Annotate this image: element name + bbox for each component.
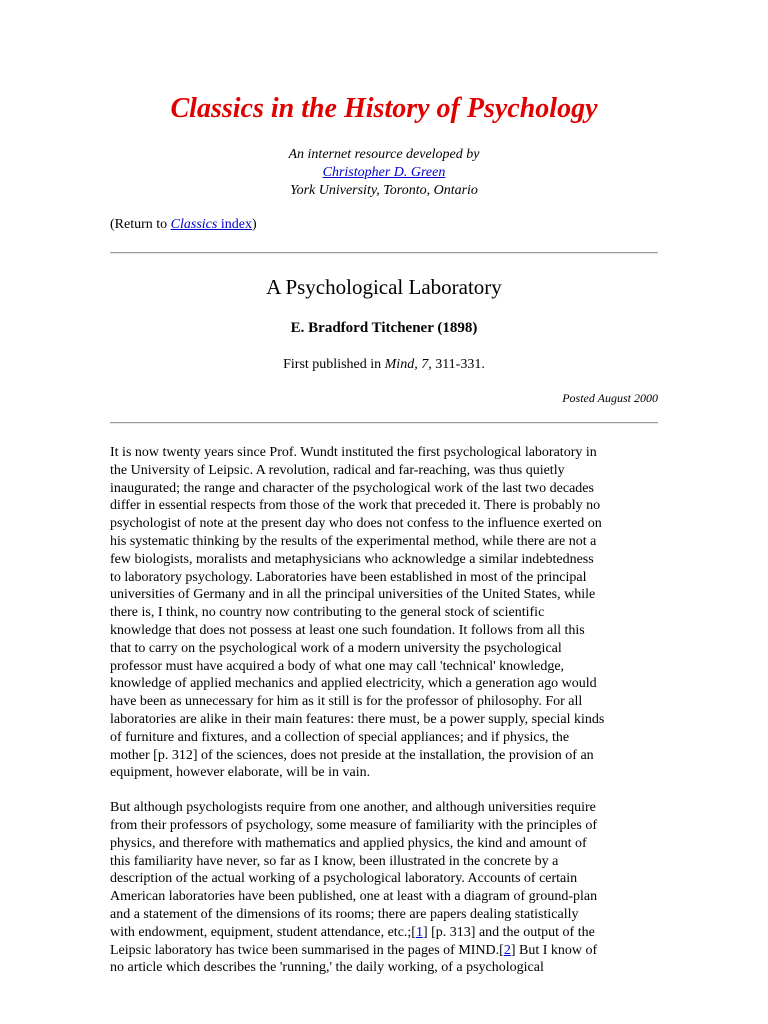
text-line: equipment, however elaborate, will be in vain. [110,765,371,781]
text-line: this familiarity have never, so far as I know, been illustrated in the concrete by a [110,853,559,869]
pub-journal: Mind, 7, [384,357,432,372]
text-line: But although psychologists require from one another, and although universities require [110,800,596,816]
text-fragment: ] [p. 313] and the output of the [422,924,595,940]
classics-index-link-italic: Classics [170,217,218,232]
text-fragment: with endowment, equipment, student attendance, etc.;[ [110,924,416,940]
text-line: there is, I think, no country now contributing to the general stock of scientific [110,605,545,621]
paragraph-2 [110,799,658,977]
text-line: of furniture and fixtures, and a collection of special appliances; and if physics, the [110,729,570,745]
text-line: psychologist of note at the present day who does not confess to the influence exerted on [110,516,602,532]
text-line: that to carry on the psychological work of a modern university the psychological [110,640,562,656]
text-line-with-ref [110,924,658,942]
credits-block [0,146,768,200]
classics-index-link-plain: index [217,217,252,232]
footnote-link-2[interactable]: 2 [503,942,511,958]
text-line-with-ref [110,942,658,960]
text-line: professor must have acquired a body of what one may call 'technical' knowledge, [110,658,565,674]
return-prefix: (Return to [110,217,171,232]
credit-line: An internet resource developed by [288,147,480,162]
return-suffix: ) [251,217,257,232]
text-line: few biologists, moralists and metaphysicians who acknowledge a similar indebtedness [110,551,594,567]
text-line: his systematic thinking by the results of the experimental method, while there are not a [110,533,597,549]
text-line: mother [p. 312] of the sciences, does not preside at the installation, the provision of an [110,747,594,763]
footnote-link-1[interactable]: 1 [415,924,423,940]
pub-prefix: First published in [283,357,385,372]
pub-pages: 311-331. [431,357,485,372]
text-line: and a statement of the dimensions of its rooms; there are papers dealing statistically [110,906,579,922]
posted-date: Posted August 2000 [562,391,658,405]
text-line: have been as unnecessary for him as it still is for the professor of philosophy. For all [110,694,583,710]
text-line: laboratories are alike in their main features: there must, be a power supply, special kinds [110,711,605,727]
text-line: physics, and therefore with mathematics and applied physics, the kind and amount of [110,835,587,851]
author-link[interactable]: Christopher D. Green [322,165,446,180]
text-line: description of the actual working of a psychological laboratory. Accounts of certain [110,871,578,887]
text-line: universities of Germany and in all the principal universities of the United States, while [110,587,596,603]
text-line: no article which describes the 'running,' the daily working, of a psychological [110,960,544,976]
article-body [110,444,658,994]
divider [110,252,658,254]
text-line: the University of Leipsic. A revolution, radical and far-reaching, was thus quietly [110,462,565,478]
text-line: knowledge of applied mechanics and applied electricity, which a generation ago would [110,676,597,692]
article-title: A Psychological Laboratory [266,275,502,299]
paragraph-1 [110,444,658,782]
text-line: It is now twenty years since Prof. Wundt instituted the first psychological laboratory in [110,445,597,460]
publication-info [0,356,768,374]
text-fragment: ] But I know of [510,942,598,958]
text-fragment: Leipsic laboratory has twice been summarised in the pages of MIND.[ [110,942,504,958]
text-line: inaugurated; the range and character of the psychological work of the last two decades [110,480,594,496]
classics-index-link[interactable] [171,217,252,232]
text-line: to laboratory psychology. Laboratories have been established in most of the principal [110,569,587,585]
text-line: knowledge that does not possess at least one such foundation. It follows from all this [110,622,585,638]
divider [110,422,658,424]
affiliation: York University, Toronto, Ontario [290,183,478,198]
site-title: Classics in the History of Psychology [170,93,598,124]
return-nav [110,216,257,234]
text-line: American laboratories have been published, one at least with a diagram of ground-plan [110,889,598,905]
text-line: from their professors of psychology, some measure of familiarity with the principles of [110,817,598,833]
article-author: E. Bradford Titchener (1898) [290,320,478,336]
text-line: differ in essential respects from those of the work that preceded it. There is probably no [110,498,601,514]
